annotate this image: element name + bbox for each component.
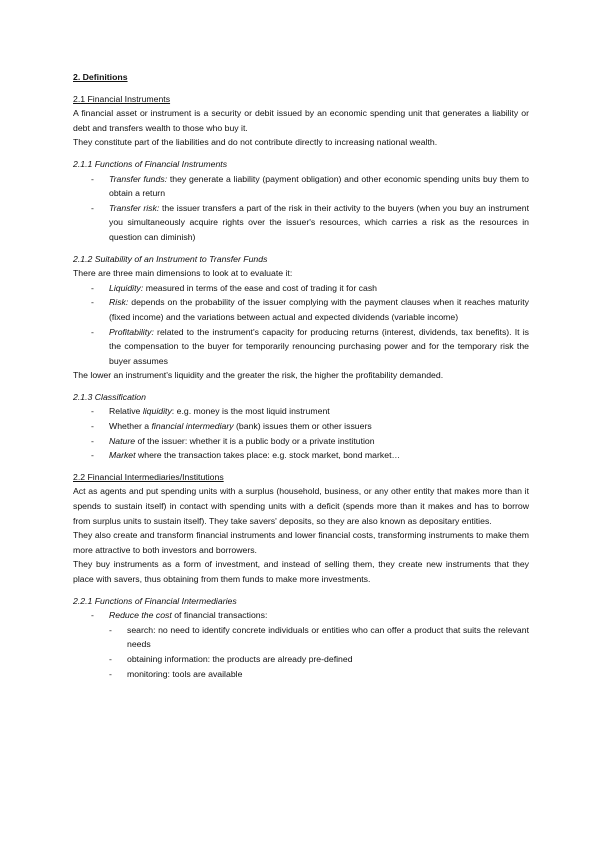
list-item: - Liquidity: measured in terms of the ease and cost of trading it for cash: [91, 282, 378, 293]
nested-list-item: - monitoring: tools are available: [109, 668, 243, 679]
paragraph: The lower an instrument's liquidity and the greater the risk, the higher the profitability demanded.: [73, 370, 444, 381]
paragraph: They also create and transform financial instruments and lower financial costs, transforming instruments to make them more attractive to both investors and borrowers.: [73, 530, 529, 555]
list-item: - Profitability: related to the instrument's capacity for producing returns (interest, dividends, tax benefits). It is the compensation to the buyer for temporarily renouncing purchasing power and for the temporary risk the buyer assumes: [91, 326, 529, 366]
paragraph: They constitute part of the liabilities and do not contribute directly to increasing national wealth.: [73, 137, 438, 148]
list-item: - Risk: depends on the probability of the issuer complying with the payment clauses when it reaches maturity (fixed income) and the variations between actual and expected dividends (variable income): [91, 297, 529, 322]
bullet-list: [73, 281, 529, 369]
subsection-title-2-2: 2.2 Financial Intermediaries/Institutions: [73, 471, 224, 482]
paragraph: A financial asset or instrument is a security or debit issued by an economic spending unit that generates a liability or debt and transfers wealth to those who buy it.: [73, 108, 529, 133]
bullet-list: [73, 172, 529, 245]
subsubsection-title-2-1-1: 2.1.1 Functions of Financial Instruments: [73, 158, 228, 169]
paragraph: There are three main dimensions to look at to evaluate it:: [73, 268, 293, 279]
list-item: - Transfer funds: they generate a liability (payment obligation) and other economic spending units buy them to obtain a return: [91, 173, 529, 199]
section-heading: 2. Definitions: [73, 72, 128, 82]
subsubsection-title-2-1-2: 2.1.2 Suitability of an Instrument to Transfer Funds: [73, 253, 268, 264]
nested-bullet-list: [73, 623, 529, 681]
nested-list-item: - obtaining information: the products are already pre-defined: [109, 653, 353, 664]
subsection-title-2-1: 2.1 Financial Instruments: [73, 93, 171, 104]
bullet-list: [73, 404, 529, 462]
list-item: - Market where the transaction takes place: e.g. stock market, bond market…: [91, 450, 401, 461]
subsubsection-title-2-1-3: 2.1.3 Classification: [73, 391, 146, 402]
paragraph: They buy instruments as a form of investment, and instead of selling them, they create new instruments that they place with savers, thus obtaining from them funds to make more investments.: [73, 559, 529, 584]
list-item: - Whether a financial intermediary (bank) issues them or other issuers: [91, 421, 372, 432]
nested-list-item: - search: no need to identify concrete individuals or entities who can offer a product that suits the relevant needs: [109, 624, 529, 650]
document-body: [73, 70, 529, 681]
list-item: - Nature of the issuer: whether it is a public body or a private institution: [91, 435, 375, 446]
list-item: - Reduce the cost of financial transactions: - search: no need to identify concrete individuals or entities who can offer a product that suits the relevant needs - obtaining information: the products are already pre-defined - monitoring: tools are available: [73, 608, 529, 681]
bullet-list: [73, 608, 529, 681]
paragraph: Act as agents and put spending units with a surplus (household, business, or any other entity that makes more than it spends to sustain itself) in contact with spending units with a deficit (spends more than it makes and has to borrow from surplus units to sustain itself). They take savers' deposits, so they are also known as depositary entities.: [73, 486, 529, 526]
list-item: - Relative liquidity: e.g. money is the most liquid instrument: [91, 406, 330, 417]
list-item: - Transfer risk: the issuer transfers a part of the risk in their activity to the buyers (when you buy an instrument you simultaneously acquire rights over the issuer's resources, which carries a risk as the resources in question can diminish): [91, 202, 530, 242]
subsubsection-title-2-2-1: 2.2.1 Functions of Financial Intermediaries: [73, 595, 237, 606]
